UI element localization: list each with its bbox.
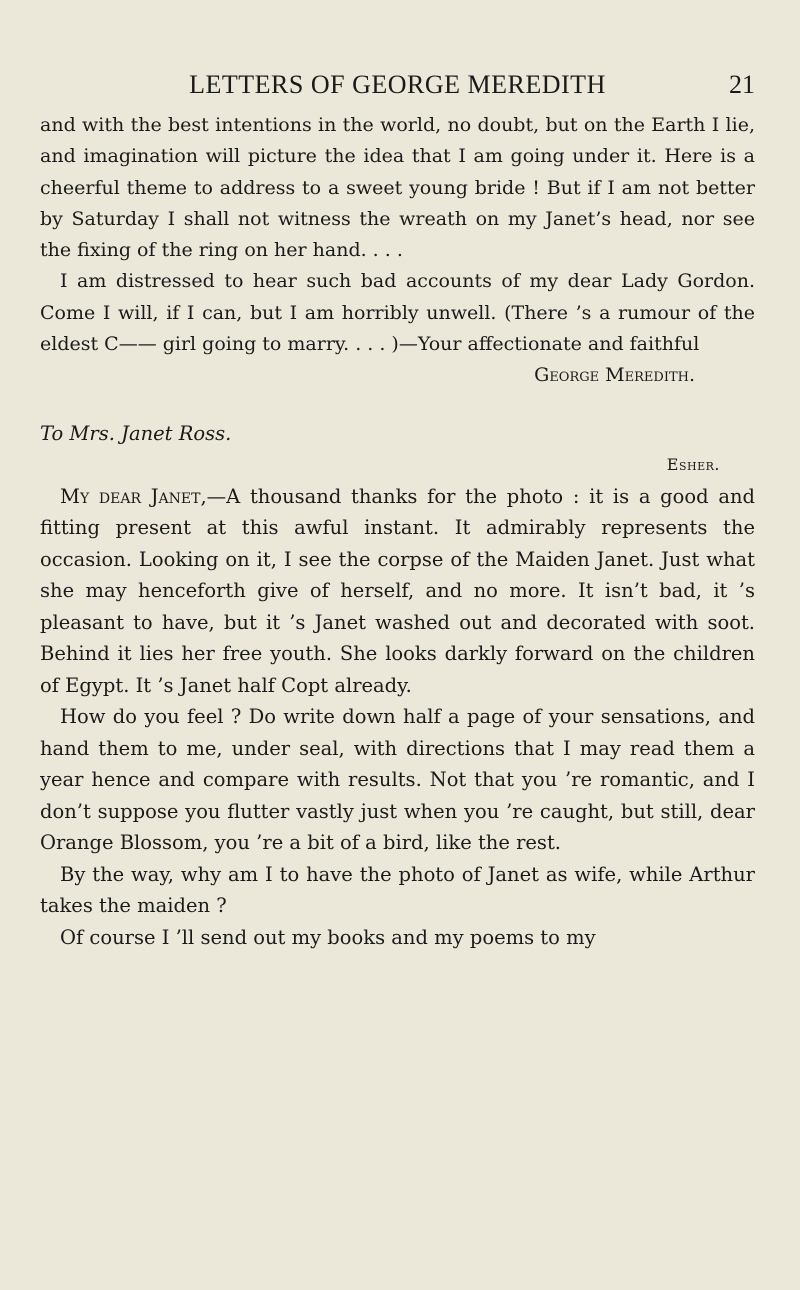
letter2-paragraph2: How do you feel ? Do write down half a page of your sensations, and hand them to me, under seal, with directions that I may read them a year hence and compare with results. Not that you ’re romantic, and I don’t suppose you flutter vastly just when you ’re caught, but still, dear Orange Blossom, you ’re a bit of a bird, like the rest.	[40, 705, 755, 855]
letter2-salutation: My dear Janet,	[60, 484, 207, 508]
letter2	[40, 418, 755, 954]
letter2-place: Esher.	[666, 455, 720, 475]
running-head	[40, 70, 755, 104]
letter2-paragraph1-text: —A thousand thanks for the photo : it is a good and fitting present at this awful instant. It admirably represents the occasion. Looking on it, I see the corpse of the Maiden Janet. Just what she may henceforth give of herself, and no more. It isn’t bad, it ’s pleasant to have, but it ’s Janet washed out and decorated with soot. Behind it lies her free youth. She looks darkly forward on the children of Egypt. It ’s Janet half Copt already.	[40, 484, 755, 697]
letter1-paragraph2: I am distressed to hear such bad accounts of my dear Lady Gordon. Come I will, if I can, but I am horribly unwell. (There ’s a rumour of the eldest C—— girl going to marry. . . . )—Your affectionate and faithful	[40, 270, 755, 356]
letter2-paragraph1	[40, 481, 755, 702]
running-title: LETTERS OF GEORGE MEREDITH	[189, 70, 606, 99]
letter2-paragraph3: By the way, why am I to have the photo of Janet as wife, while Arthur takes the maiden ?	[40, 862, 755, 918]
letter2-address: To Mrs. Janet Ross.	[40, 421, 232, 445]
letter1-signature: George Meredith.	[534, 364, 695, 387]
body-text	[40, 110, 755, 953]
page-number: 21	[729, 70, 755, 99]
letter1-paragraph1: and with the best intentions in the world, no doubt, but on the Earth I lie, and imagination will picture the idea that I am going under it. Here is a cheerful theme to address to a sweet young bride ! But if I am not better by Saturday I shall not witness the wreath on my Janet’s head, nor see the fixing of the ring on her hand. . . .	[40, 114, 755, 262]
letter2-paragraph4: Of course I ’ll send out my books and my poems to my	[60, 925, 596, 949]
